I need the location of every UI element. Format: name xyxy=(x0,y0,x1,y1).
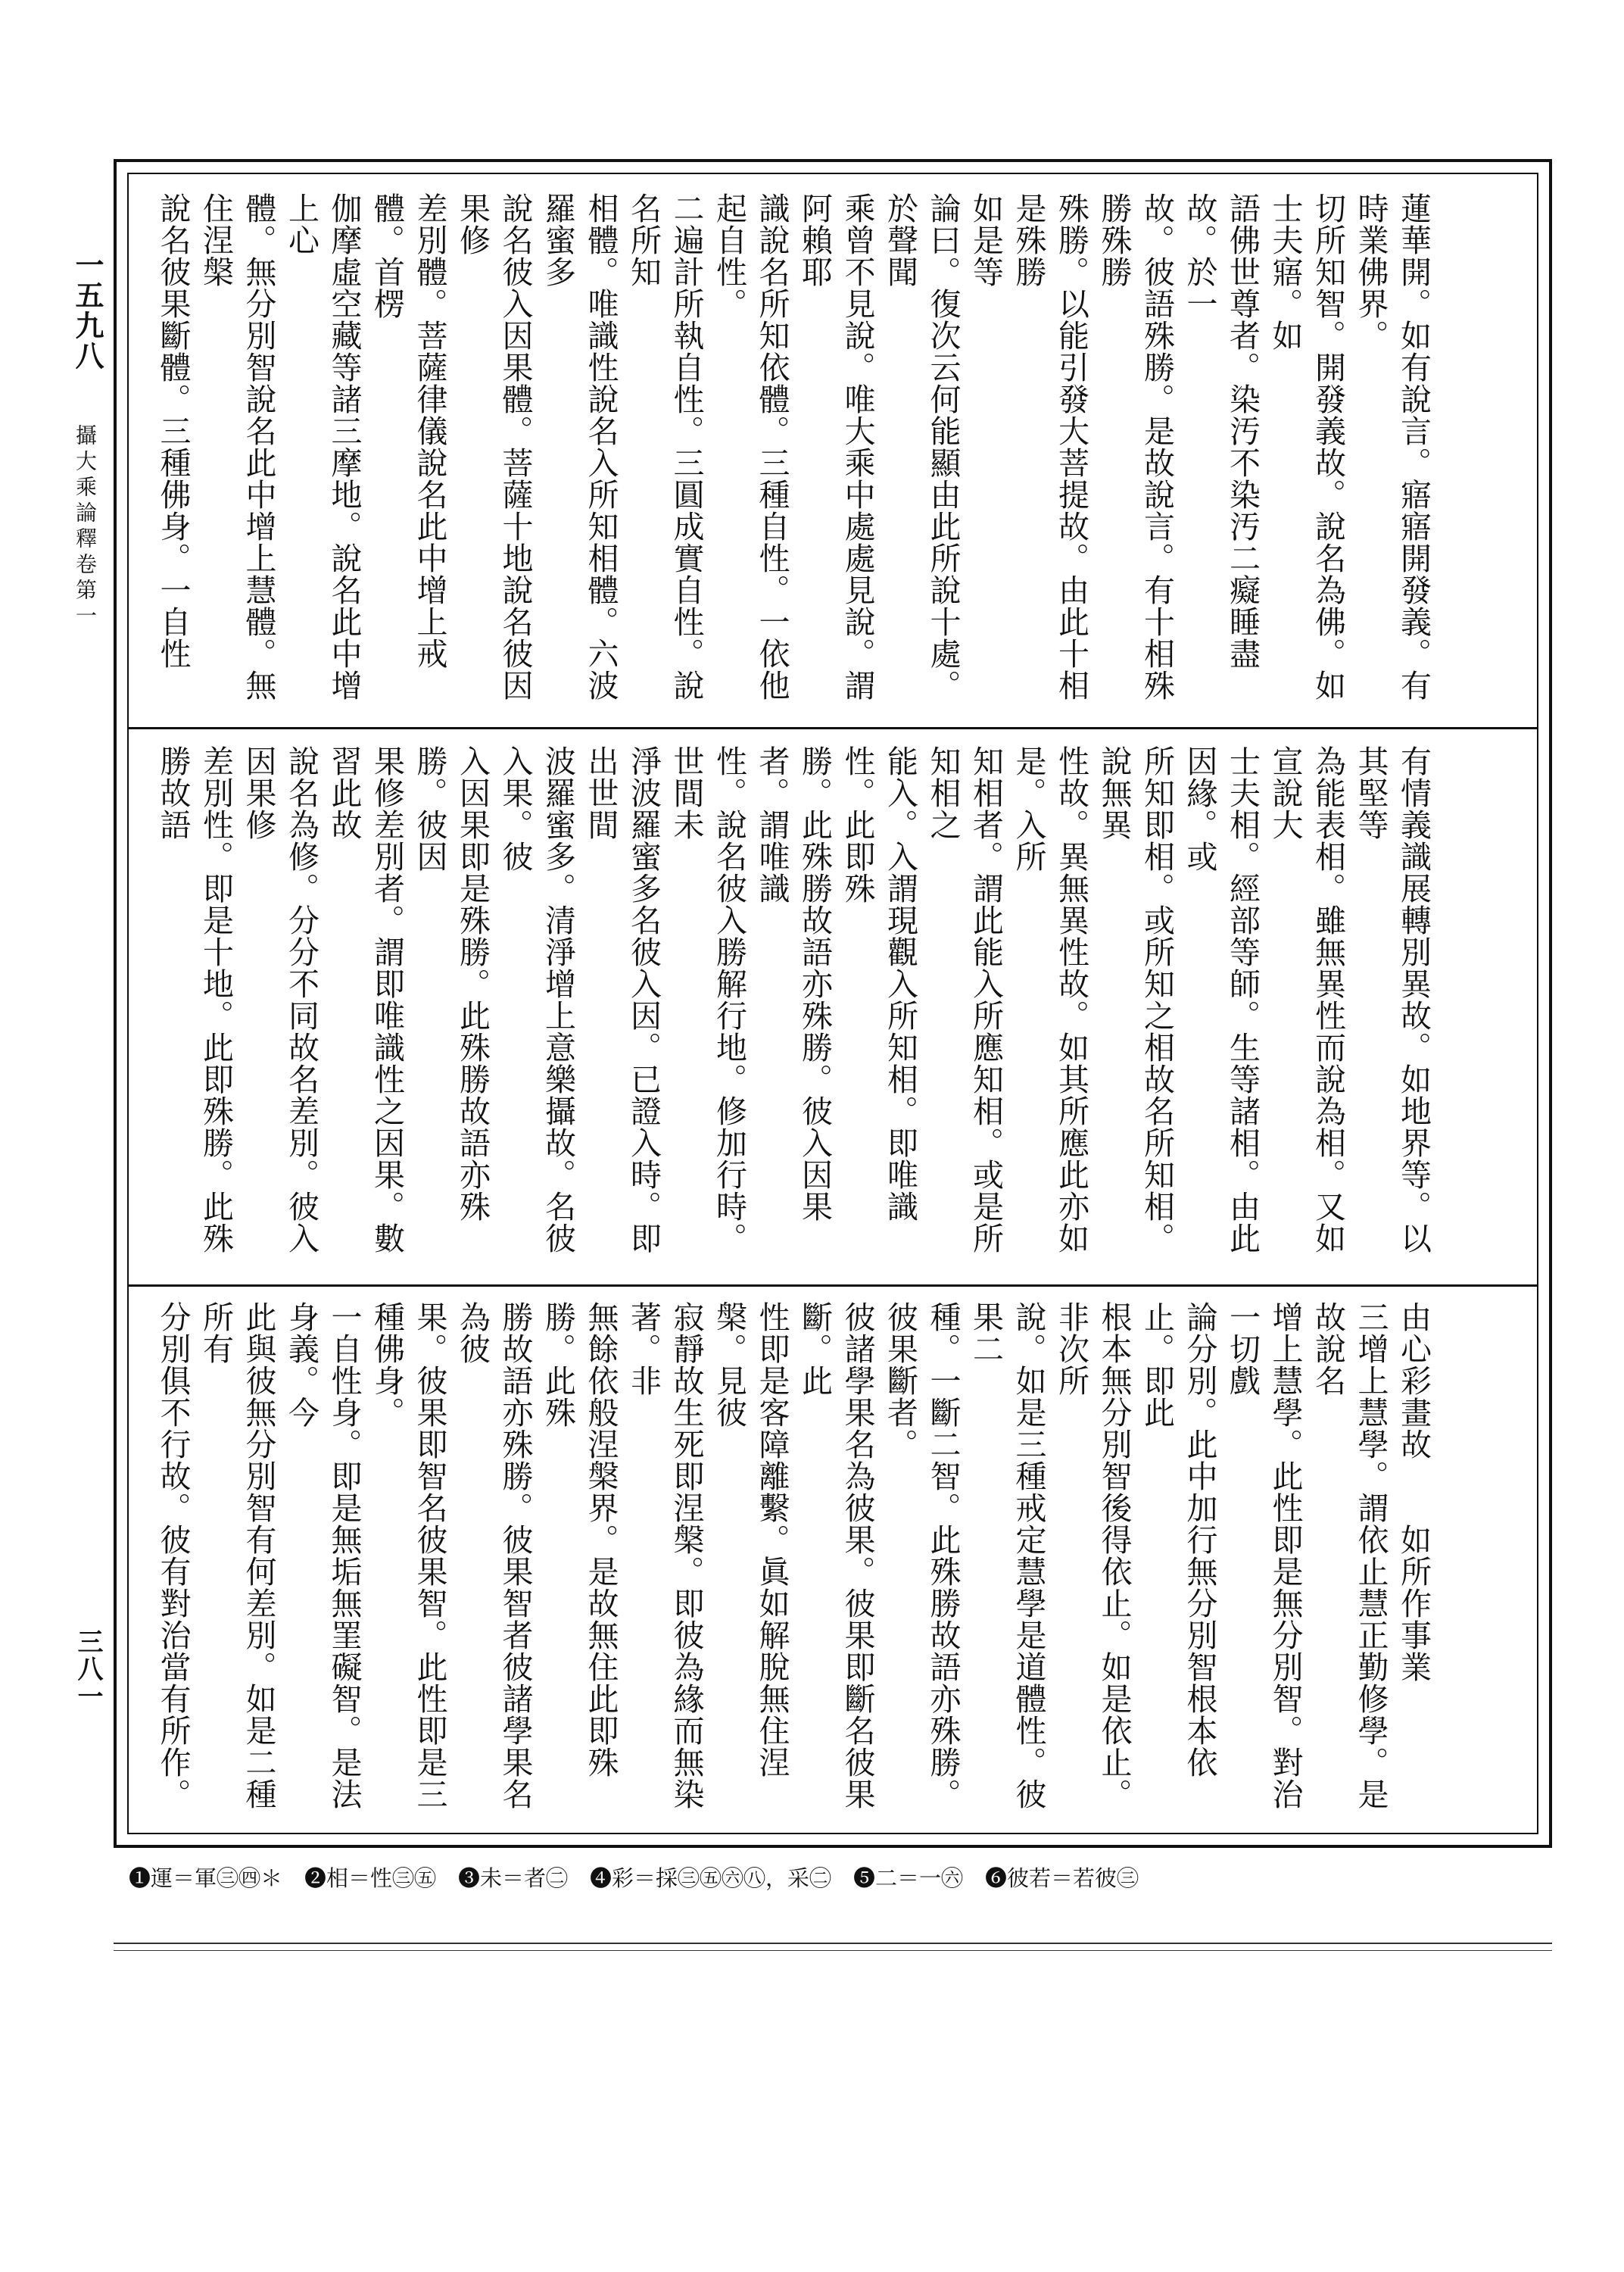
top-panel-column: 相體。唯識性說名入所知相體。六波羅蜜多 xyxy=(540,192,619,701)
page-frame xyxy=(114,159,1552,1848)
bottom-panel-column: 根本無分別智後得依止。如是依止。非次所 xyxy=(1053,1301,1133,1810)
middle-panel-column: 說名為修。分分不同故名差別。彼入因果修 xyxy=(240,745,320,1254)
middle-panel-column: 勝。此殊勝故語亦殊勝。彼入因果者。謂唯識 xyxy=(753,745,833,1222)
bottom-panel-column: 勝故語亦殊勝。彼果智者彼諸學果名為彼 xyxy=(454,1301,534,1810)
middle-panel-column xyxy=(150,745,151,1272)
top-panel-column: 故。彼語殊勝。是故說言。有十相殊勝殊勝 xyxy=(1096,192,1175,701)
middle-panel-column: 性故。異無異性故。如其所應此亦如是。入所 xyxy=(1010,745,1089,1254)
top-panel-column: 二遍計所執自性。三圓成實自性。說名所知 xyxy=(625,192,705,701)
top-panel-column: 語佛世尊者。染汚不染汚二癡睡盡故。於一 xyxy=(1181,192,1261,669)
top-panel-column: 切所知智。開發義故。說名為佛。如士夫寤。如 xyxy=(1267,192,1346,701)
bottom-rule-2 xyxy=(114,1950,1552,1951)
middle-panel-column: 知相者。謂此能入所應知相。或是所知相之 xyxy=(924,745,1004,1254)
footnotes: ❶運＝軍㊂㊃＊ ❷相＝性㊂㊄ ❸未＝者㊁ ❹彩＝採㊂㊄㊅㊇，采㊁ ❺二＝一㊅ ❻彼若＝若彼㊂ xyxy=(129,1865,1139,1891)
top-panel-column: 伽摩虛空藏等諸三摩地。說名此中增上心 xyxy=(283,192,363,701)
page-number: 一五九八 xyxy=(70,250,104,371)
bottom-panel-column: 一自性身。即是無垢無罣礙智。是法身義。今 xyxy=(283,1301,363,1810)
top-panel-column: 差別體。菩薩律儀說名此中增上戒體。首楞 xyxy=(369,192,448,669)
bottom-panel-column: 此與彼無分別智有何差別。如是二種所有 xyxy=(198,1301,277,1810)
top-panel-column: 論曰。復次云何能顯由此所說十處。於聲聞 xyxy=(882,192,962,701)
top-panel-text xyxy=(150,192,1520,715)
top-panel-column: 如是等 xyxy=(968,192,1004,288)
bottom-panel xyxy=(129,1287,1537,1833)
top-panel-column: 體。無分別智說名此中增上慧體。無住涅槃 xyxy=(198,192,277,701)
bottom-panel-column: 彼諸學果名為彼果。彼果即斷名彼果斷。此 xyxy=(796,1301,876,1810)
book-title: 攝大乘論釋卷第一 xyxy=(73,424,98,630)
middle-panel-text xyxy=(150,745,1520,1272)
bottom-panel-column: 說。如是三種戒定慧學是道體性。彼果二 xyxy=(968,1301,1047,1810)
text-area xyxy=(127,173,1538,1834)
top-panel-column: 說名彼入因果體。菩薩十地說名彼因果修 xyxy=(454,192,534,701)
bottom-panel-column: 三增上慧學。謂依止慧正勤修學。是故說名 xyxy=(1310,1301,1389,1810)
top-panel-column: 殊勝。以能引發大菩提故。由此十相是殊勝 xyxy=(1010,192,1089,701)
top-panel-column: 說名彼果斷體。三種佛身。一自性 xyxy=(154,192,192,669)
panel-divider-1 xyxy=(129,727,1537,729)
middle-panel-column: 能入。入謂現觀入所知相。即唯識性。此即殊 xyxy=(839,745,918,1222)
top-panel-column: 蓮華開。如有說言。寤寤開發義。有時業佛界。 xyxy=(1352,192,1432,701)
bottom-panel-column: 寂靜故生死即涅槃。即彼為緣而無染著。非 xyxy=(625,1301,705,1810)
sheet-number: 三八一 xyxy=(73,1628,103,1710)
middle-panel-column: 波羅蜜多。清淨增上意樂攝故。名彼入果。彼 xyxy=(497,745,576,1254)
middle-panel-column: 淨波羅蜜多名彼入因。已證入時。即出世間 xyxy=(582,745,662,1254)
top-panel-column: 識說名所知依體。三種自性。一依他起自性。 xyxy=(711,192,790,701)
middle-panel-column: 性。說名彼入勝解行地。修加行時。世間未 xyxy=(668,745,747,1254)
bottom-rule-1 xyxy=(114,1943,1552,1944)
middle-panel-column: 士夫相。經部等師。生等諸相。由此因緣。或 xyxy=(1181,745,1261,1254)
top-panel xyxy=(129,177,1537,724)
bottom-panel-column: 無餘依般涅槃界。是故無住此即殊勝。此殊 xyxy=(540,1301,619,1778)
middle-panel-column: 有情義識展轉別異故。如地界等。以其堅等 xyxy=(1352,745,1432,1254)
bottom-panel-column: 由心彩畫故 如所作事業 xyxy=(1395,1301,1432,1683)
top-panel-column: 乘曾不見說。唯大乘中處處見說。謂阿賴耶 xyxy=(796,192,876,701)
bottom-panel-column: 種。一斷二智。此殊勝故語亦殊勝。彼果斷者。 xyxy=(882,1301,962,1810)
panel-divider-2 xyxy=(129,1284,1537,1287)
bottom-panel-column: 論分別。此中加行無分別智根本依止。即此 xyxy=(1139,1301,1218,1778)
bottom-panel-column: 增上慧學。此性即是無分別智。對治一切戲 xyxy=(1224,1301,1304,1810)
bottom-panel-column: 性即是客障離繫。眞如解脫無住涅槃。見彼 xyxy=(711,1301,790,1778)
middle-panel-column: 入因果即是殊勝。此殊勝故語亦殊勝。彼因 xyxy=(411,745,491,1222)
bottom-panel-text xyxy=(150,1301,1520,1824)
bottom-panel-column: 果。彼果即智名彼果智。此性即是三種佛身。 xyxy=(369,1301,448,1810)
middle-panel xyxy=(129,730,1537,1281)
middle-panel-column: 果修差別者。謂即唯識性之因果。數習此故 xyxy=(326,745,405,1254)
middle-panel-column: 所知即相。或所知之相故名所知相。說無異 xyxy=(1096,745,1175,1254)
middle-panel-column: 為能表相。雖無異性而說為相。又如宣說大 xyxy=(1267,745,1346,1254)
bottom-panel-column: 分別俱不行故。彼有對治當有所作。 xyxy=(154,1301,192,1810)
middle-panel-column: 差別性。即是十地。此即殊勝。此殊勝故語 xyxy=(154,745,234,1254)
